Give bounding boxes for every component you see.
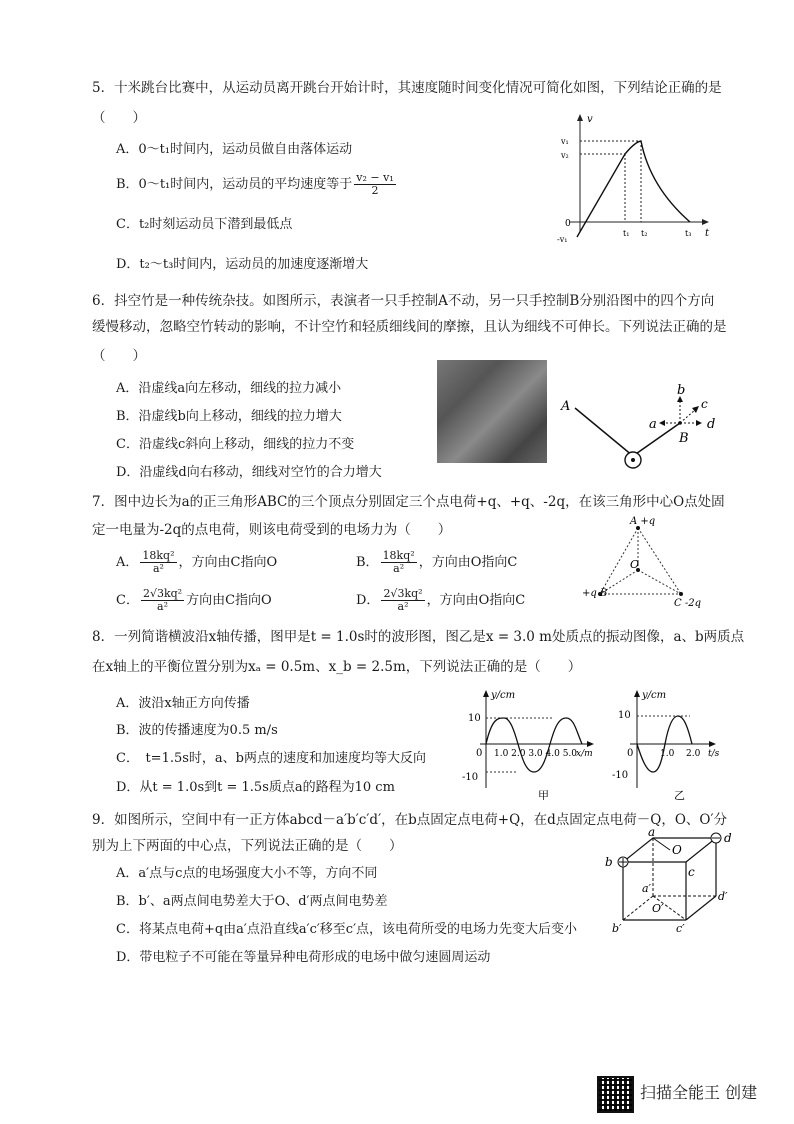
- svg-text:t₁: t₁: [623, 229, 630, 238]
- q5-option-b: [116, 172, 398, 197]
- q9-option-d: D．带电粒子不可能在等量异种电荷形成的电场中做匀速圆周运动: [116, 950, 491, 965]
- svg-text:b: b: [677, 383, 686, 398]
- q8-option-d: D．从t = 1.0s到t = 1.5s质点a的路程为10 cm: [116, 780, 395, 795]
- svg-text:A +q: A +q: [630, 516, 656, 527]
- svg-text:t/s: t/s: [708, 749, 720, 759]
- q8-stem-line1: 8．一列简谐横波沿x轴传播，图甲是t = 1.0s时的波形图，图乙是x = 3.0 m处质点的振动图像，a、b两质点: [92, 629, 745, 645]
- svg-text:0: 0: [476, 748, 483, 759]
- svg-text:a: a: [649, 417, 657, 432]
- svg-text:d: d: [724, 831, 732, 845]
- svg-text:v₁: v₁: [561, 137, 569, 146]
- svg-text:10: 10: [618, 710, 631, 721]
- svg-text:y/cm: y/cm: [491, 690, 516, 701]
- qr-code-icon: [597, 1076, 634, 1113]
- svg-text:1.0 2.0 3.0 4.0 5.0: 1.0 2.0 3.0 4.0 5.0: [494, 749, 578, 759]
- svg-text:0: 0: [565, 219, 571, 229]
- svg-text:v₂: v₂: [561, 151, 569, 160]
- svg-text:y/cm: y/cm: [642, 690, 667, 701]
- svg-text:t₃: t₃: [685, 229, 692, 238]
- q7-option-a: A． $\frac{\text{18kq²}}{\text{a²}}$ ，方向由C指向O: [116, 549, 278, 576]
- q5-option-a: A．0～t₁时间内，运动员做自由落体运动: [116, 142, 353, 157]
- q5-stem: 5．十米跳台比赛中，从运动员离开跳台开始计时，其速度随时间变化情况可简化如图，下列结论正确的是: [92, 80, 722, 96]
- svg-text:d: d: [707, 417, 716, 432]
- q6-option-c: C．沿虚线c斜向上移动，细线的拉力不变: [116, 437, 355, 452]
- q8-option-c: C． t=1.5s时，a、b两点的速度和加速度均等大反向: [116, 751, 426, 766]
- q9-option-c: C．将某点电荷+q由a′点沿直线a′c′移至c′点，该电荷所受的电场力先变大后变小: [116, 922, 578, 937]
- svg-text:t: t: [705, 228, 710, 239]
- q8-waveform-graph-jia: [458, 688, 598, 800]
- svg-text:0: 0: [627, 748, 634, 759]
- q6-option-a: A．沿虚线a向左移动，细线的拉力减小: [116, 381, 342, 396]
- q9-option-b: B．b′、a两点间电势差大于O、d′两点间电势差: [116, 894, 388, 909]
- svg-text:C -2q: C -2q: [674, 598, 701, 609]
- q9-cube-diagram: [598, 826, 738, 936]
- q7-stem-line2: 定一电量为-2q的点电荷，则该电荷受到的电场力为（ ）: [92, 522, 452, 538]
- svg-text:x/m: x/m: [576, 749, 593, 759]
- q9-stem-line1: 9．如图所示，空间中有一正方体abcd－a′b′c′d′，在b点固定点电荷+Q，在d点固定点电荷－Q，O、O′分: [92, 812, 728, 828]
- svg-text:a′: a′: [642, 882, 652, 895]
- q6-stem-line1: 6．抖空竹是一种传统杂技。如图所示，表演者一只手控制A不动，另一只手控制B分别沿图中的四个方向: [92, 293, 715, 309]
- watermark-text: 扫描全能王 创建: [640, 1083, 758, 1102]
- q8-option-b: B．波的传播速度为0.5 m/s: [116, 723, 278, 738]
- q6-diagram: [555, 378, 725, 473]
- q6-stem-line2: 缓慢移动，忽略空竹转动的影响，不计空竹和轻质细线间的摩擦，且认为细线不可伸长。下列说法正确的是: [92, 319, 727, 335]
- svg-text:-10: -10: [612, 770, 629, 781]
- q7-option-c: C． $\frac{\text{2√3kq²}}{\text{a²}}$ 方向由C指向O: [116, 587, 272, 614]
- q5-option-b-fraction: $\frac{\text{v₂ − v₁}}{2}$: [356, 171, 394, 198]
- q5-option-b-text: B．0～t₁时间内，运动员的平均速度等于: [116, 177, 353, 193]
- svg-text:乙: 乙: [674, 789, 685, 800]
- svg-text:c: c: [701, 397, 708, 411]
- svg-text:a: a: [648, 826, 656, 839]
- q8-option-a: A．波沿x轴正方向传播: [116, 696, 250, 711]
- svg-text:O: O: [672, 843, 682, 857]
- q7-option-b: B． $\frac{\text{18kq²}}{\text{a²}}$ ，方向由O指向C: [356, 549, 518, 576]
- diabolo-photo: [437, 360, 547, 463]
- q7-option-d: D． $\frac{\text{2√3kq²}}{\text{a²}}$ ，方向由O指向C: [356, 587, 526, 614]
- svg-text:2.0: 2.0: [686, 749, 701, 759]
- svg-text:c′: c′: [676, 922, 685, 935]
- q5-vt-graph: [555, 112, 715, 247]
- q9-option-a: A．a′点与c点的电场强度大小不等，方向不同: [116, 866, 378, 881]
- svg-text:A: A: [561, 399, 571, 414]
- svg-text:+q B: +q B: [582, 588, 608, 599]
- q6-option-b: B．沿虚线b向上移动，细线的拉力增大: [116, 409, 342, 424]
- svg-text:-v₁: -v₁: [557, 235, 568, 244]
- q5-option-d: D．t₂～t₃时间内，运动员的加速度逐渐增大: [116, 257, 369, 272]
- svg-text:O′: O′: [652, 902, 664, 915]
- svg-text:t₂: t₂: [641, 229, 648, 238]
- svg-text:c: c: [688, 865, 695, 879]
- q8-stem-line2: 在x轴上的平衡位置分别为xₐ = 0.5m、x_b = 2.5m，下列说法正确的是（ ）: [92, 659, 582, 675]
- svg-text:O: O: [630, 558, 640, 571]
- q8-vibration-graph-yi: [612, 688, 722, 800]
- svg-text:甲: 甲: [538, 789, 549, 800]
- svg-text:b: b: [605, 855, 613, 869]
- svg-text:v: v: [587, 114, 593, 125]
- q5-paren: （ ）: [92, 110, 146, 126]
- q9-stem-line2: 别为上下两面的中心点，下列说法正确的是（ ）: [92, 838, 403, 854]
- svg-text:1.0: 1.0: [660, 749, 675, 759]
- svg-text:-10: -10: [462, 772, 479, 783]
- q6-paren: （ ）: [92, 348, 146, 364]
- q7-triangle-diagram: [578, 512, 713, 612]
- svg-text:B: B: [679, 431, 689, 446]
- svg-text:10: 10: [468, 713, 481, 724]
- svg-text:d′: d′: [718, 890, 728, 903]
- q6-option-d: D．沿虚线d向右移动，细线对空竹的合力增大: [116, 465, 382, 480]
- q5-option-c: C．t₂时刻运动员下潜到最低点: [116, 217, 293, 232]
- q7-stem-line1: 7．图中边长为a的正三角形ABC的三个顶点分别固定三个点电荷+q、+q、-2q，在该三角形中心O点处固: [92, 494, 725, 510]
- svg-text:b′: b′: [612, 922, 622, 935]
